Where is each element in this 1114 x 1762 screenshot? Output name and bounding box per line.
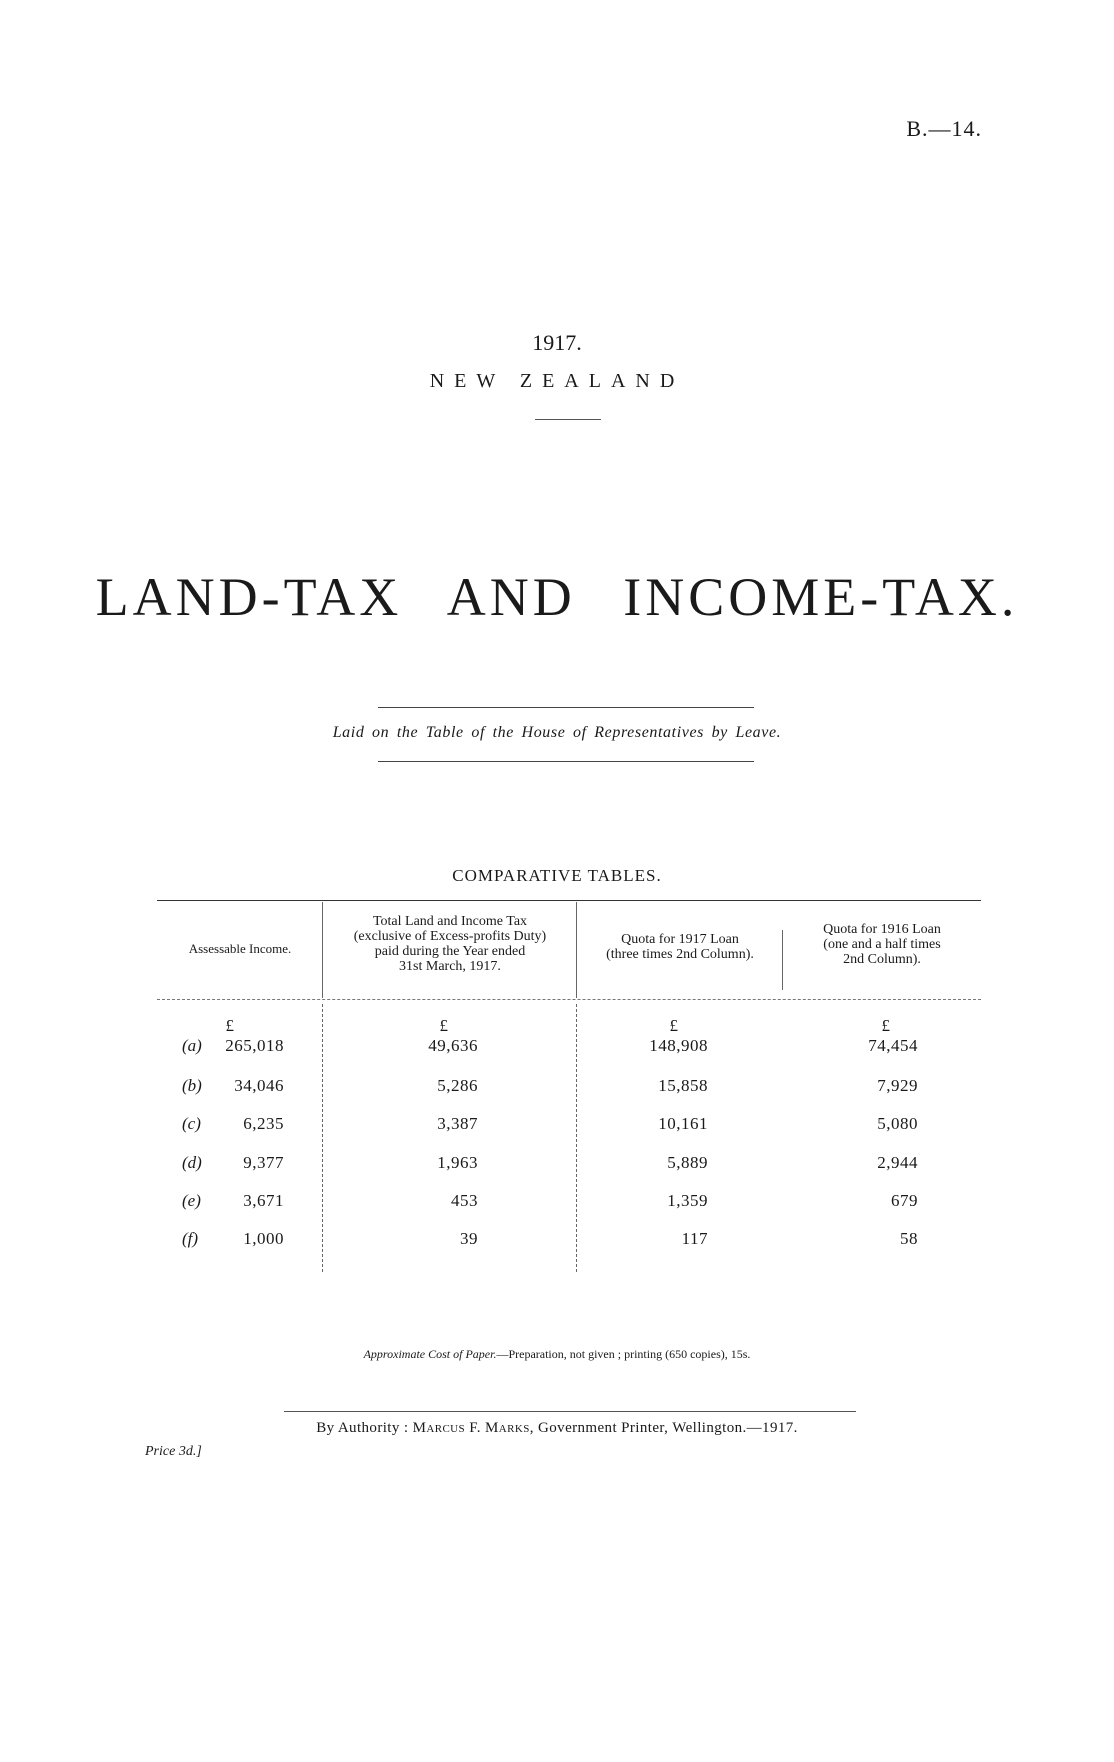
header-divider [535,419,601,420]
quota-1917-value: 10,161 [658,1114,708,1133]
row-label: (b) [182,1076,202,1095]
total-tax-value: 1,963 [437,1153,478,1172]
currency-symbol: £ [881,1016,891,1035]
column-header-total-tax: Total Land and Income Tax (exclusive of Excess-profits Duty) paid during the Year ended 31st March, 1917. [353,914,547,974]
country-name: NEW ZEALAND [429,370,685,392]
assessable-income-value: 265,018 [225,1036,284,1055]
column-header-assessable-income: Assessable Income. [188,941,292,956]
quota-1916-value: 5,080 [877,1114,918,1133]
price-note: Price 3d.] [145,1444,202,1459]
laid-note: Laid on the Table of the House of Representatives by Leave. [332,724,782,741]
column-divider [322,1004,323,1272]
column-header-quota-1916: Quota for 1916 Loan (one and a half times 2nd Column). [823,922,941,967]
authority-prefix: By Authority : [316,1420,409,1436]
quota-1916-value: 58 [900,1229,918,1248]
authority-line [0,1420,1114,1437]
assessable-income-value: 3,671 [243,1191,284,1210]
row-label: (c) [182,1114,201,1133]
column-divider [576,1004,577,1272]
assessable-income-value: 34,046 [234,1076,284,1095]
printer-name: Marcus F. Marks, [412,1420,534,1436]
quota-1916-value: 7,929 [877,1076,918,1095]
authority-suffix: Government Printer, Wellington.—1917. [538,1420,798,1436]
assessable-income-value: 1,000 [243,1229,284,1248]
document-reference: B.—14. [906,116,982,141]
row-label: (d) [182,1153,202,1172]
currency-symbol: £ [669,1016,679,1035]
row-label: (e) [182,1191,201,1210]
laid-note-bottom-rule [378,761,754,762]
cost-note [0,1347,1114,1362]
total-tax-value: 39 [460,1229,478,1248]
table-header-rule [157,999,981,1000]
assessable-income-value: 9,377 [243,1153,284,1172]
total-tax-value: 453 [451,1191,478,1210]
quota-1917-value: 148,908 [649,1036,708,1055]
quota-1917-value: 1,359 [667,1191,708,1210]
total-tax-value: 49,636 [428,1036,478,1055]
row-label: (a) [182,1036,202,1055]
quota-1917-value: 117 [681,1229,708,1248]
tables-title: COMPARATIVE TABLES. [452,866,662,885]
row-label: (f) [182,1229,199,1248]
column-divider [322,902,323,998]
total-tax-value: 5,286 [437,1076,478,1095]
quota-1916-value: 74,454 [868,1036,918,1055]
total-tax-value: 3,387 [437,1114,478,1133]
quota-1917-value: 5,889 [667,1153,708,1172]
currency-symbol: £ [439,1016,449,1035]
column-divider [576,902,577,998]
assessable-income-value: 6,235 [243,1114,284,1133]
quota-1916-value: 2,944 [877,1153,918,1172]
column-header-quota-1917: Quota for 1917 Loan (three times 2nd Column). [606,932,754,962]
currency-symbol: £ [225,1016,235,1035]
laid-note-top-rule [378,707,754,708]
document-year: 1917. [532,330,582,355]
quota-1916-value: 679 [891,1191,918,1210]
footer-rule [284,1411,856,1412]
table-top-rule [157,900,981,901]
document-title: LAND-TAX AND INCOME-TAX. [95,567,1019,627]
column-divider [782,930,783,990]
cost-note-label: Approximate Cost of Paper. [363,1347,497,1361]
cost-note-text: —Preparation, not given ; printing (650 copies), 15s. [496,1347,751,1361]
quota-1917-value: 15,858 [658,1076,708,1095]
